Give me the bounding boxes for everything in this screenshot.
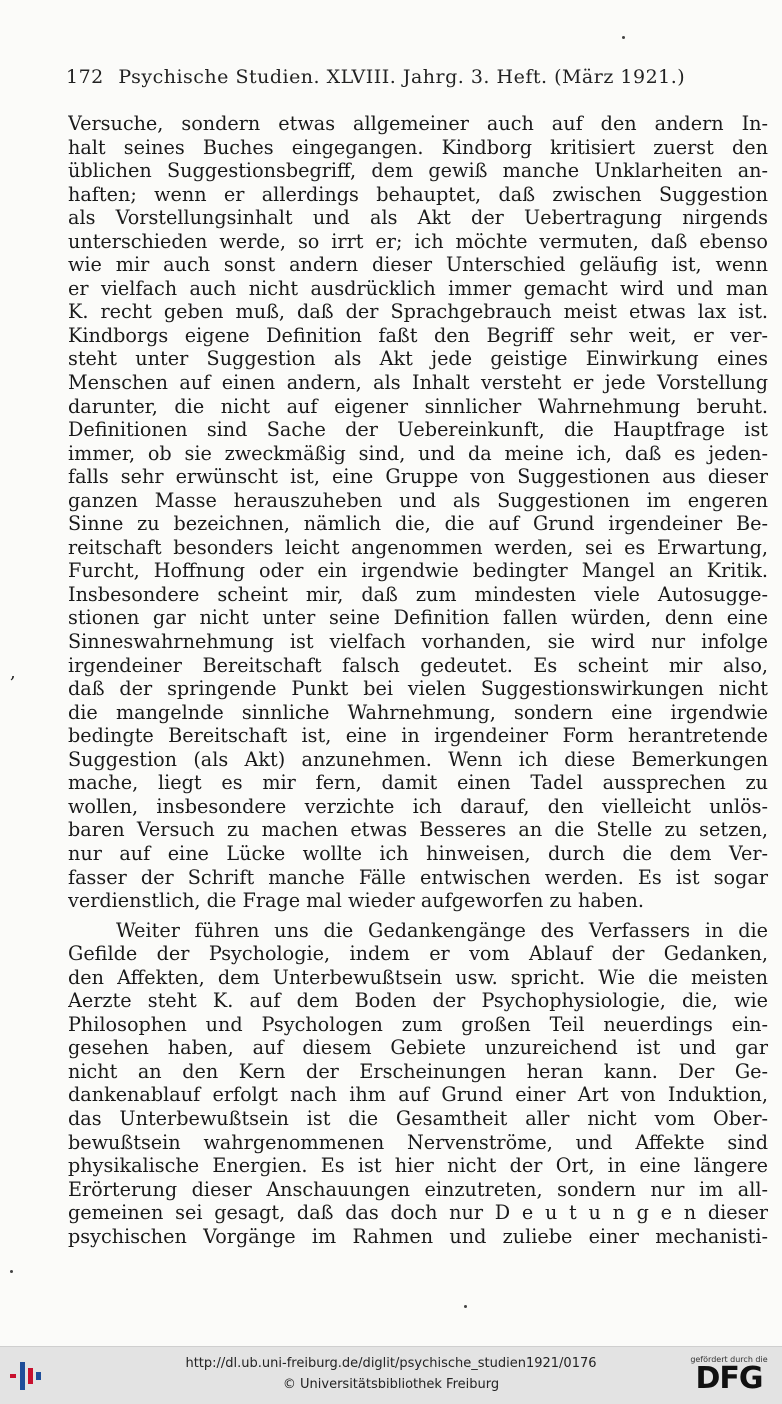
copyright-notice: © Universitätsbibliothek Freiburg (282, 1377, 500, 1392)
text-line: Kindborgs eigene Definition faßt den Begriff sehr weit, er ver- (68, 323, 768, 347)
running-header (66, 66, 746, 88)
text-line: darunter, die nicht auf eigener sinnlicher Wahrnehmung beruht. (68, 394, 768, 418)
page-number: 172 (66, 66, 104, 88)
text-line: Definitionen sind Sache der Uebereinkunft, die Hauptfrage ist (68, 418, 768, 442)
text-line: Sinneswahrnehmung ist vielfach vorhanden, sie wird nur infolge (68, 630, 768, 654)
text-line: den Affekten, dem Unterbewußtsein usw. spricht. Wie die meisten (68, 965, 768, 989)
text-line: als Vorstellungsinhalt und als Akt der Uebertragung nirgends (68, 206, 768, 230)
text-line: mache, liegt es mir fern, damit einen Tadel aussprechen zu (68, 771, 768, 795)
text-line: nur auf eine Lücke wollte ich hinweisen, durch die dem Ver- (68, 841, 768, 865)
text-line: die mangelnde sinnliche Wahrnehmung, sondern eine irgendwie (68, 700, 768, 724)
text-line: nicht an den Kern der Erscheinungen heran kann. Der Ge- (68, 1059, 768, 1083)
text-line: steht unter Suggestion als Akt jede geistige Einwirkung eines (68, 347, 768, 371)
text-line: irgendeiner Bereitschaft falsch gedeutet. Es scheint mir also, (68, 653, 768, 677)
text-line: Gefilde der Psychologie, indem er vom Ablauf der Gedanken, (68, 942, 768, 966)
text-line: Suggestion (als Akt) anzunehmen. Wenn ich diese Bemerkungen (68, 747, 768, 771)
text-line: stionen gar nicht unter seine Definition fallen würden, denn eine (68, 606, 768, 630)
text-line: unterschieden werde, so irrt er; ich möchte vermuten, daß ebenso (68, 229, 768, 253)
text-line: physikalische Energien. Es ist hier nicht der Ort, in eine längere (68, 1154, 768, 1178)
text-line: Erörterung dieser Anschauungen einzutreten, sondern nur im all- (68, 1177, 768, 1201)
text-line: Insbesondere scheint mir, daß zum mindesten viele Autosugge- (68, 582, 768, 606)
text-line: Versuche, sondern etwas allgemeiner auch auf den andern In- (68, 112, 768, 135)
dfg-logo-text: DFG (695, 1361, 763, 1396)
text-line: halt seines Buches eingegangen. Kindborg kritisiert zuerst den (68, 135, 768, 159)
text-line: K. recht geben muß, daß der Sprachgebrauch meist etwas lax ist. (68, 300, 768, 324)
text-line: Furcht, Hoffnung oder ein irgendwie bedingter Mangel an Kritik. (68, 559, 768, 583)
text-line: gemeinen sei gesagt, daß das doch nur D e u t u n g e n dieser (68, 1201, 768, 1225)
scan-speck (10, 1270, 13, 1273)
text-line: er vielfach auch nicht ausdrücklich immer gemacht wird und man (68, 276, 768, 300)
text-line: bewußtsein wahrgenommenen Nervenströme, und Affekte sind (68, 1130, 768, 1154)
text-line: wie mir auch sonst andern dieser Unterschied geläufig ist, wenn (68, 253, 768, 277)
text-line: falls sehr erwünscht ist, eine Gruppe von Suggestionen aus dieser (68, 465, 768, 489)
text-line: Aerzte steht K. auf dem Boden der Psychophysiologie, die, wie (68, 989, 768, 1013)
text-line: Weiter führen uns die Gedankengänge des Verfassers in die (116, 918, 768, 942)
text-line: Philosophen und Psychologen zum großen Teil neuerdings ein- (68, 1012, 768, 1036)
text-line: das Unterbewußtsein ist die Gesamtheit aller nicht vom Ober- (68, 1106, 768, 1130)
text-line: Menschen auf einen andern, als Inhalt versteht er jede Vorstellung (68, 371, 768, 395)
text-line: bedingte Bereitschaft ist, eine in irgendeiner Form herantretende (68, 724, 768, 748)
text-line: verdienstlich, die Frage mal wieder aufgeworfen zu haben. (68, 889, 644, 913)
dfg-logo (686, 1355, 772, 1394)
text-line: daß der springende Punkt bei vielen Suggestionswirkungen nicht (68, 677, 768, 701)
body-text (68, 112, 768, 1248)
text-line: immer, ob sie zweckmäßig sind, und da meine ich, daß es jeden- (68, 441, 768, 465)
text-line: gesehen haben, auf diesem Gebiete unzureichend ist und gar (68, 1036, 768, 1060)
text-line: dankenablauf erfolgt nach ihm auf Grund einer Art von Induktion, (68, 1083, 768, 1107)
text-line: wollen, insbesondere verzichte ich darauf, den vielleicht unlös- (68, 794, 768, 818)
dfg-caption: gefördert durch die (690, 1355, 768, 1364)
scan-speck (622, 36, 625, 39)
footer-bar (0, 1346, 782, 1404)
margin-mark: , (10, 662, 16, 683)
scan-speck (464, 1305, 467, 1308)
text-line: reitschaft besonders leicht angenommen werden, sei es Erwartung, (68, 535, 768, 559)
text-line: fasser der Schrift manche Fälle entwischen werden. Es ist sogar (68, 865, 768, 889)
text-line: üblichen Suggestionsbegriff, dem gewiß manche Unklarheiten an- (68, 159, 768, 183)
running-title: Psychische Studien. XLVIII. Jahrg. 3. Heft. (März 1921.) (118, 66, 686, 88)
text-line: Sinne zu bezeichnen, nämlich die, die auf Grund irgendeiner Be- (68, 512, 768, 536)
text-line: psychischen Vorgänge im Rahmen und zuliebe einer mechanisti- (68, 1224, 768, 1248)
text-line: haften; wenn er allerdings behauptet, daß zwischen Suggestion (68, 182, 768, 206)
source-url-link[interactable]: http://dl.ub.uni-freiburg.de/diglit/psychische_studien1921/0176 (185, 1356, 597, 1371)
text-line: ganzen Masse herauszuheben und als Suggestionen im engeren (68, 488, 768, 512)
text-line: baren Versuch zu machen etwas Besseres an die Stelle zu setzen, (68, 818, 768, 842)
